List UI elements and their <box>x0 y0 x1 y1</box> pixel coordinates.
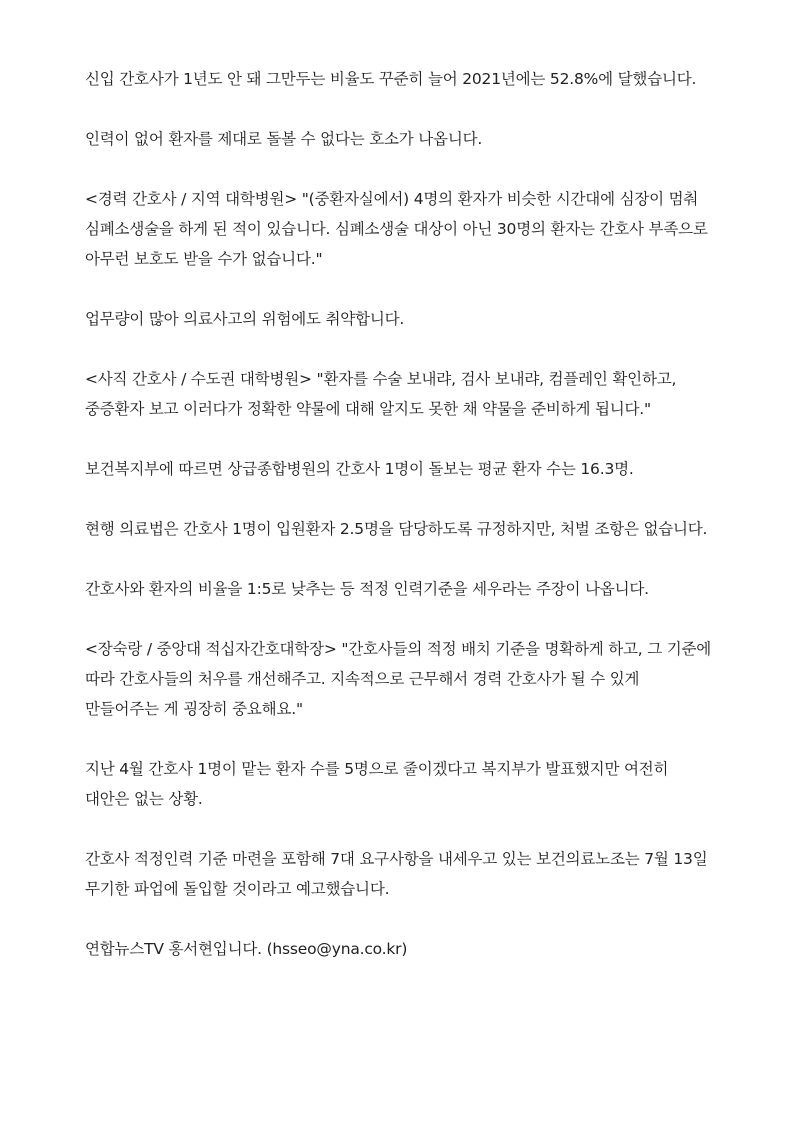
paragraph: 보건복지부에 따르면 상급종합병원의 간호사 1명이 돌보는 평균 환자 수는 16.3명. <box>85 460 634 478</box>
quote-paragraph: <장숙랑 / 중앙대 적십자간호대학장> "간호사들의 적정 배치 기준을 명확하게 하고, 그 기준에 따라 간호사들의 처우를 개선해주고. 지속적으로 근무해서 경력 간호사가 될 수 있게 만들어주는 게 굉장히 중요해요." <box>85 640 712 718</box>
paragraph: 업무량이 많아 의료사고의 위험에도 취약합니다. <box>85 310 405 328</box>
quote-paragraph: <사직 간호사 / 수도권 대학병원> "환자를 수술 보내랴, 검사 보내랴, 컴플레인 확인하고, 중증환자 보고 이러다가 정확한 약물에 대해 알지도 못한 채 약물을 준비하게 됩니다." <box>85 370 677 418</box>
quote-paragraph: <경력 간호사 / 지역 대학병원> "(중환자실에서) 4명의 환자가 비슷한 시간대에 심장이 멈춰 심폐소생술을 하게 된 적이 있습니다. 심폐소생술 대상이 아닌 30명의 환자는 간호사 부족으로 아무런 보호도 받을 수가 없습니다." <box>85 190 708 268</box>
paragraph: 인력이 없어 환자를 제대로 돌볼 수 없다는 호소가 나옵니다. <box>85 130 483 148</box>
reporter-signoff: 연합뉴스TV 홍서현입니다. (hsseo@yna.co.kr) <box>85 940 408 958</box>
article-body <box>85 64 717 964</box>
paragraph: 간호사 적정인력 기준 마련을 포함해 7대 요구사항을 내세우고 있는 보건의료노조는 7월 13일 무기한 파업에 돌입할 것이라고 예고했습니다. <box>85 850 708 898</box>
paragraph: 간호사와 환자의 비율을 1:5로 낮추는 등 적정 인력기준을 세우라는 주장이 나옵니다. <box>85 580 649 598</box>
paragraph: 지난 4월 간호사 1명이 맡는 환자 수를 5명으로 줄이겠다고 복지부가 발표했지만 여전히 대안은 없는 상황. <box>85 760 669 808</box>
paragraph: 신입 간호사가 1년도 안 돼 그만두는 비율도 꾸준히 늘어 2021년에는 52.8%에 달했습니다. <box>85 70 697 88</box>
paragraph: 현행 의료법은 간호사 1명이 입원환자 2.5명을 담당하도록 규정하지만, 처벌 조항은 없습니다. <box>85 520 708 538</box>
